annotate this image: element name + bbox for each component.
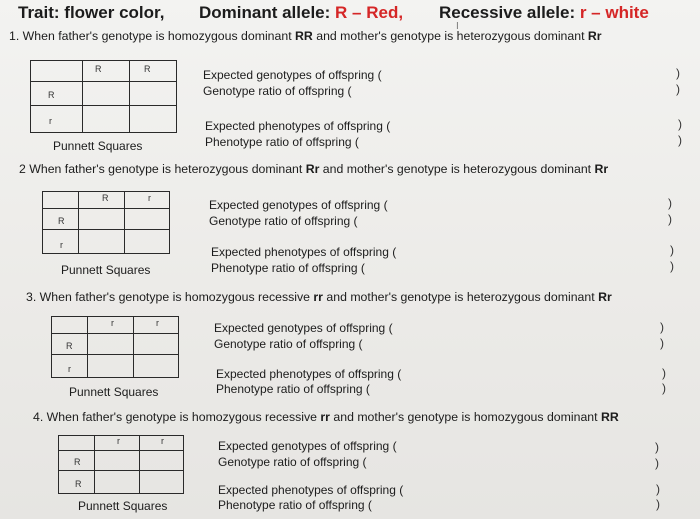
closing-paren: ) [676, 66, 680, 80]
top-allele: r [148, 193, 151, 203]
grid-cell[interactable] [83, 106, 130, 133]
side-allele: R [66, 341, 73, 351]
text-cursor-icon: I [456, 21, 459, 32]
grid-cell[interactable] [95, 451, 140, 471]
closing-paren: ) [668, 196, 672, 210]
dominant-allele-value: R – Red, [335, 3, 404, 22]
grid-cell[interactable] [31, 61, 83, 82]
genotype-ratio-prompt: Genotype ratio of offspring ( [214, 337, 363, 351]
grid-cell[interactable] [52, 317, 88, 334]
top-allele: R [144, 64, 151, 74]
genotype-ratio-prompt: Genotype ratio of offspring ( [218, 455, 367, 469]
grid-cell[interactable] [59, 436, 95, 451]
grid-cell[interactable] [134, 355, 179, 378]
closing-paren: ) [676, 82, 680, 96]
expected-phenotypes-prompt: Expected phenotypes of offspring ( [211, 245, 397, 259]
grid-cell[interactable] [125, 209, 170, 230]
top-allele: R [102, 193, 109, 203]
closing-paren: ) [656, 497, 660, 511]
closing-paren: ) [660, 336, 664, 350]
punnett-squares-label: Punnett Squares [53, 139, 143, 153]
closing-paren: ) [670, 259, 674, 273]
question-2-text: 2 When father's genotype is heterozygous dominant Rr and mother's genotype is heterozygous dominant Rr [19, 162, 609, 176]
side-allele: R [75, 479, 82, 489]
grid-cell[interactable] [79, 230, 125, 254]
phenotype-ratio-prompt: Phenotype ratio of offspring ( [211, 261, 365, 275]
top-allele: r [156, 318, 159, 328]
grid-cell[interactable] [79, 209, 125, 230]
question-1-text: 1. When father's genotype is homozygous dominant RR and mother's genotype is heterozygous dominant Rr [9, 29, 602, 43]
grid-cell[interactable] [88, 355, 134, 378]
recessive-allele-value: r – white [579, 3, 649, 22]
grid-cell[interactable] [130, 106, 177, 133]
side-allele: R [48, 90, 55, 100]
grid-cell[interactable] [140, 451, 184, 471]
side-allele: R [74, 457, 81, 467]
side-allele: r [49, 116, 52, 126]
closing-paren: ) [660, 320, 664, 334]
grid-cell[interactable] [130, 61, 177, 82]
grid-cell[interactable] [43, 192, 79, 209]
dominant-allele-label: Dominant allele: R – Red, [199, 3, 404, 22]
top-allele: R [95, 64, 102, 74]
expected-phenotypes-prompt: Expected phenotypes of offspring ( [218, 483, 404, 497]
grid-cell[interactable] [134, 334, 179, 355]
expected-genotypes-prompt: Expected genotypes of offspring ( [214, 321, 393, 335]
grid-cell[interactable] [83, 61, 130, 82]
closing-paren: ) [678, 117, 682, 131]
closing-paren: ) [668, 212, 672, 226]
side-allele: r [60, 240, 63, 250]
grid-cell[interactable] [95, 471, 140, 494]
phenotype-ratio-prompt: Phenotype ratio of offspring ( [218, 498, 372, 512]
grid-cell[interactable] [140, 471, 184, 494]
punnett-squares-label: Punnett Squares [61, 263, 151, 277]
grid-cell[interactable] [125, 192, 170, 209]
closing-paren: ) [678, 133, 682, 147]
closing-paren: ) [656, 482, 660, 496]
punnett-squares-label: Punnett Squares [78, 499, 168, 513]
trait-label: Trait: flower color, [18, 3, 165, 22]
top-allele: r [117, 436, 120, 446]
side-allele: r [68, 364, 71, 374]
top-allele: r [111, 318, 114, 328]
expected-genotypes-prompt: Expected genotypes of offspring ( [203, 68, 382, 82]
expected-phenotypes-prompt: Expected phenotypes of offspring ( [216, 367, 402, 381]
grid-cell[interactable] [125, 230, 170, 254]
phenotype-ratio-prompt: Phenotype ratio of offspring ( [216, 382, 370, 396]
closing-paren: ) [662, 381, 666, 395]
expected-genotypes-prompt: Expected genotypes of offspring ( [218, 439, 397, 453]
closing-paren: ) [655, 456, 659, 470]
closing-paren: ) [670, 243, 674, 257]
expected-genotypes-prompt: Expected genotypes of offspring ( [209, 198, 388, 212]
genotype-ratio-prompt: Genotype ratio of offspring ( [203, 84, 352, 98]
closing-paren: ) [655, 440, 659, 454]
punnett-squares-label: Punnett Squares [69, 385, 159, 399]
question-3-text: 3. When father's genotype is homozygous recessive rr and mother's genotype is heterozygous dominant Rr [26, 290, 612, 304]
grid-cell[interactable] [88, 334, 134, 355]
genotype-ratio-prompt: Genotype ratio of offspring ( [209, 214, 358, 228]
grid-cell[interactable] [130, 82, 177, 106]
grid-cell[interactable] [31, 106, 83, 133]
top-allele: r [161, 436, 164, 446]
question-4-text: 4. When father's genotype is homozygous recessive rr and mother's genotype is homozygous dominant RR [33, 410, 619, 424]
recessive-allele-label: Recessive allele: r – white [439, 3, 649, 22]
grid-cell[interactable] [83, 82, 130, 106]
grid-cell[interactable] [31, 82, 83, 106]
phenotype-ratio-prompt: Phenotype ratio of offspring ( [205, 135, 359, 149]
side-allele: R [58, 216, 65, 226]
expected-phenotypes-prompt: Expected phenotypes of offspring ( [205, 119, 391, 133]
closing-paren: ) [662, 366, 666, 380]
